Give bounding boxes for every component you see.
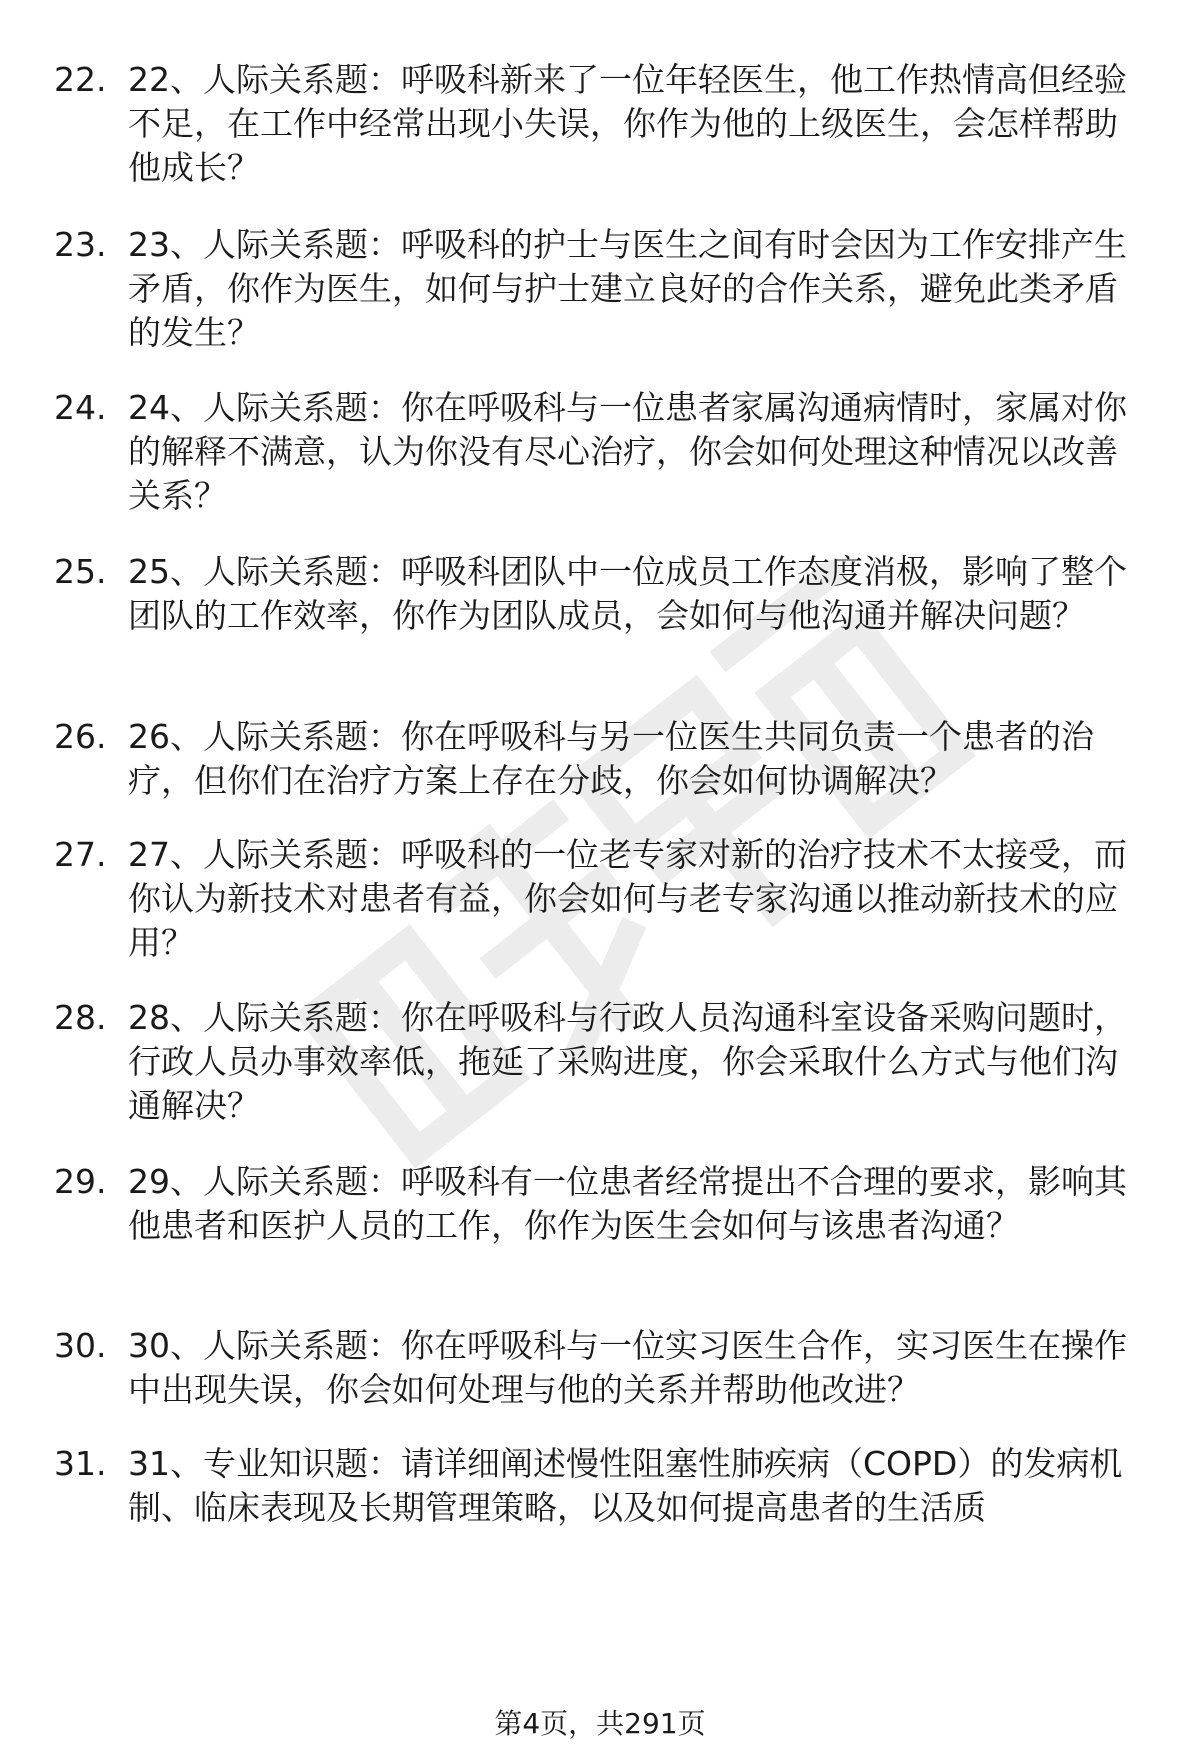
question-number: 29. [54,1162,107,1201]
question-text: 28、人际关系题：你在呼吸科与行政人员沟通科室设备采购问题时，行政人员办事效率低，拖延了采购进度，你会采取什么方式与他们沟通解决？ [128,998,1127,1125]
question-text: 31、专业知识题：请详细阐述慢性阻塞性肺疾病（COPD）的发病机制、临床表现及长期管理策略，以及如何提高患者的生活质 [128,1444,1123,1527]
question-number: 30. [54,1326,107,1365]
question-text: 23、人际关系题：呼吸科的护士与医生之间有时会因为工作安排产生矛盾，你作为医生，如何与护士建立良好的合作关系，避免此类矛盾的发生？ [128,225,1127,352]
question-number: 24. [54,388,107,427]
question-number: 23. [54,225,107,264]
question-text: 25、人际关系题：呼吸科团队中一位成员工作态度消极，影响了整个团队的工作效率，你作为团队成员，会如何与他沟通并解决问题？ [128,552,1127,635]
question-number: 26. [54,717,107,756]
page-footer: 第4页，共291页 [494,1707,706,1740]
question-number: 25. [54,552,107,591]
question-number: 27. [54,835,107,874]
question-text: 22、人际关系题：呼吸科新来了一位年轻医生，他工作热情高但经验不足，在工作中经常出现小失误，你作为他的上级医生，会怎样帮助他成长？ [128,60,1127,187]
question-text: 29、人际关系题：呼吸科有一位患者经常提出不合理的要求，影响其他患者和医护人员的工作，你作为医生会如何与该患者沟通？ [128,1162,1127,1245]
question-number: 28. [54,998,107,1037]
question-text: 26、人际关系题：你在呼吸科与另一位医生共同负责一个患者的治疗，但你们在治疗方案上存在分歧，你会如何协调解决？ [128,717,1094,800]
question-number: 22. [54,60,107,99]
question-text: 30、人际关系题：你在呼吸科与一位实习医生合作，实习医生在操作中出现失误，你会如何处理与他的关系并帮助他改进？ [128,1326,1127,1409]
question-number: 31. [54,1444,107,1483]
question-text: 24、人际关系题：你在呼吸科与一位患者家属沟通病情时，家属对你的解释不满意，认为你没有尽心治疗，你会如何处理这种情况以改善关系？ [128,388,1127,515]
question-text: 27、人际关系题：呼吸科的一位老专家对新的治疗技术不太接受，而你认为新技术对患者有益，你会如何与老专家沟通以推动新技术的应用？ [128,835,1127,962]
